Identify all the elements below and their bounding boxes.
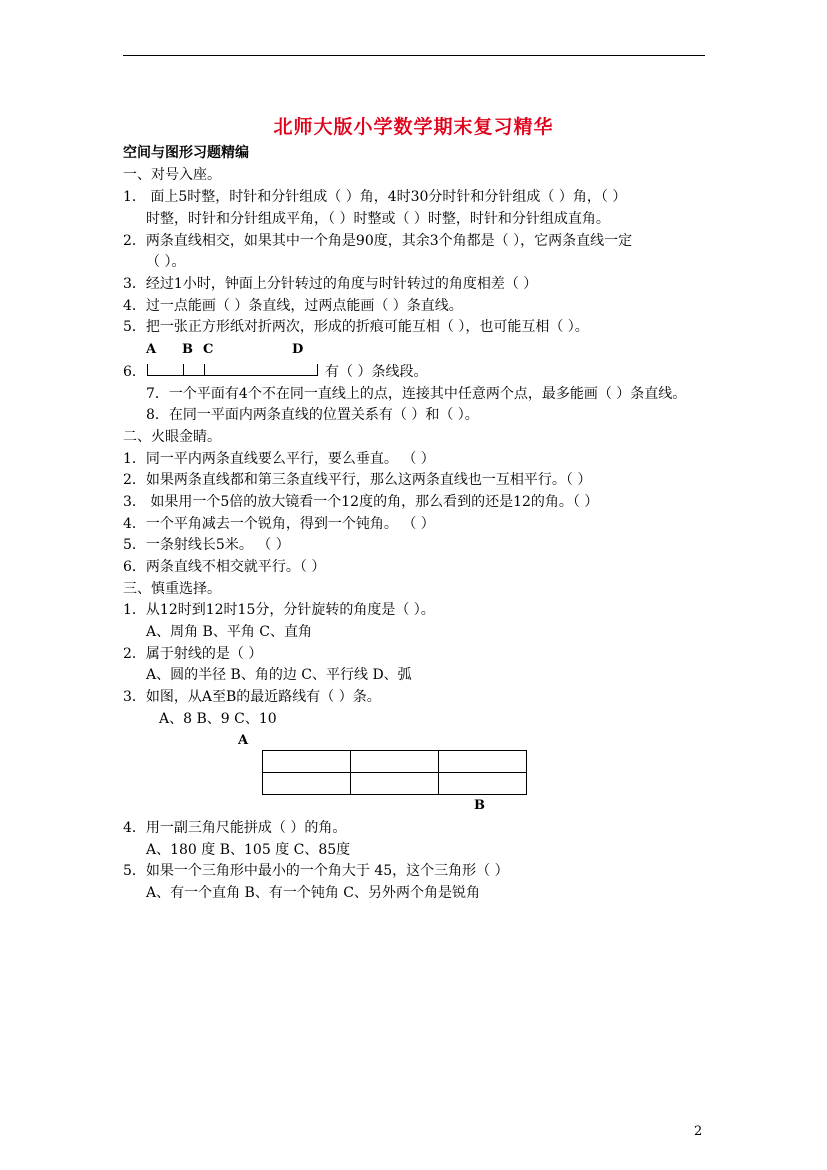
- question-3-1-options: A、周角 B、平角 C、直角: [146, 624, 313, 640]
- question-1-2: 2．两条直线相交，如果其中一个角是90度，其余3个角都是（ ），它两条直线一定: [123, 233, 633, 249]
- question-3-2-options: A、圆的半径 B、角的边 C、平行线 D、弧: [146, 667, 412, 683]
- question-1-6-text: 有（ ）条线段。: [325, 364, 428, 380]
- question-1-7: 7．一个平面有4个不在同一直线上的点，连接其中任意两个点，最多能画（ ）条直线。: [146, 386, 687, 402]
- section-heading-1: 一、对号入座。: [123, 167, 221, 183]
- question-1-6-number: 6．: [123, 364, 146, 380]
- section-subtitle: 空间与图形习题精编: [123, 145, 249, 161]
- question-3-1: 1．从12时到12时15分，分针旋转的角度是（ ）。: [123, 602, 435, 618]
- grid-cell: [439, 751, 527, 773]
- question-1-5: 5．把一张正方形纸对折两次，形成的折痕可能互相（ ），也可能互相（ ）。: [123, 319, 589, 335]
- question-2-4: 4．一个平角减去一个锐角，得到一个钝角。 （ ）: [123, 516, 435, 532]
- question-1-1-cont: 时整，时针和分针组成平角，（ ）时整或（ ）时整，时针和分针组成直角。: [146, 211, 610, 227]
- question-2-1: 1．同一平内两条直线要么平行，要么垂直。 （ ）: [123, 451, 435, 467]
- question-3-2: 2．属于射线的是（ ）: [123, 646, 263, 662]
- grid-cell: [263, 751, 351, 773]
- grid-cell: [351, 773, 439, 795]
- question-2-6: 6．两条直线不相交就平行。（ ）: [123, 559, 326, 575]
- grid-cell: [351, 751, 439, 773]
- question-1-3: 3．经过1小时，钟面上分针转过的角度与时针转过的角度相差（ ）: [123, 276, 538, 292]
- line-segment-figure: [147, 362, 318, 376]
- route-grid-figure: [262, 750, 527, 795]
- question-3-5: 5．如果一个三角形中最小的一个角大于 45，这个三角形（ ）: [123, 863, 509, 879]
- question-1-1: 1． 面上5时整，时针和分针组成（ ）角，4时30分时针和分针组成（ ）角，（ ）: [123, 189, 627, 205]
- grid-label-b: B: [474, 798, 485, 813]
- grid-cell: [439, 773, 527, 795]
- point-label-b: B: [182, 342, 193, 357]
- grid-cell: [263, 773, 351, 795]
- question-1-8: 8．在同一平面内两条直线的位置关系有（ ）和（ ）。: [146, 407, 479, 423]
- question-2-5: 5．一条射线长5米。 （ ）: [123, 537, 290, 553]
- section-heading-2: 二、火眼金睛。: [123, 429, 221, 445]
- segment-tick-d: [317, 364, 318, 376]
- grid-row: [263, 751, 527, 773]
- question-3-3-options: A、8 B、9 C、10: [159, 711, 277, 727]
- question-3-4-options: A、180 度 B、105 度 C、85度: [146, 842, 351, 858]
- segment-tick-c: [204, 364, 205, 376]
- point-label-a: A: [146, 342, 157, 357]
- point-label-d: D: [292, 342, 304, 357]
- page-number: 2: [694, 1124, 703, 1139]
- question-3-4: 4．用一副三角尺能拼成（ ）的角。: [123, 820, 347, 836]
- page-title: 北师大版小学数学期末复习精华: [273, 116, 554, 138]
- grid-label-a: A: [238, 733, 249, 748]
- question-1-4: 4．过一点能画（ ）条直线，过两点能画（ ）条直线。: [123, 298, 463, 314]
- question-2-2: 2．如果两条直线都和第三条直线平行，那么这两条直线也一互相平行。（ ）: [123, 472, 592, 488]
- segment-tick-b: [183, 364, 184, 376]
- question-3-5-options: A、有一个直角 B、有一个钝角 C、另外两个角是锐角: [146, 885, 481, 901]
- grid-row: [263, 773, 527, 795]
- question-1-2-cont: （ ）。: [146, 254, 186, 270]
- segment-tick-a: [147, 364, 148, 376]
- question-3-3: 3．如图，从A至B的最近路线有（ ）条。: [123, 689, 381, 705]
- section-heading-3: 三、慎重选择。: [123, 581, 221, 597]
- segment-baseline: [147, 375, 318, 376]
- point-label-c: C: [203, 342, 214, 357]
- header-rule: [123, 55, 705, 56]
- question-2-3: 3． 如果用一个5倍的放大镜看一个12度的角，那么看到的还是12的角。（ ）: [123, 494, 599, 510]
